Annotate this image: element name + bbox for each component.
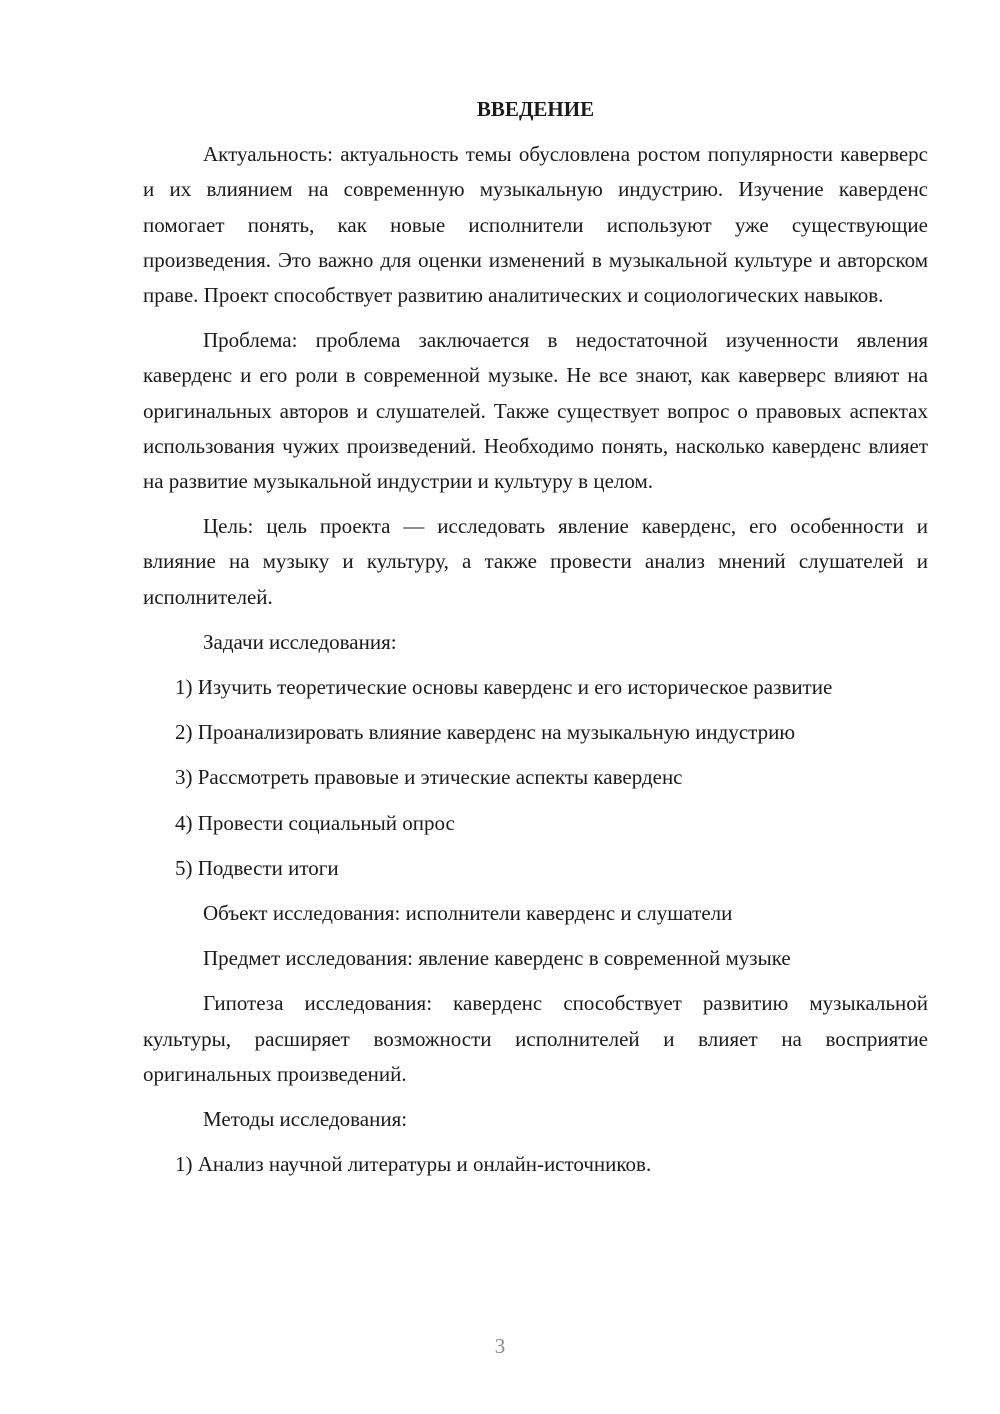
document-title: ВВЕДЕНИЕ [476, 97, 595, 121]
task-item-4: 4) Провести социальный опрос [175, 810, 455, 835]
method-item-1: 1) Анализ научной литературы и онлайн-источников. [175, 1152, 652, 1177]
task-item-5: 5) Подвести итоги [175, 855, 339, 880]
hypothesis-paragraph: Гипотеза исследования: каверденс способствует развитию музыкальной культуры, расширяет возможности исполнителей и влияет на восприятие оригинальных произведений. [143, 991, 928, 1086]
goal-paragraph: Цель: цель проекта — исследовать явление каверденс, его особенности и влияние на музыку и культуру, а также провести анализ мнений слушателей и исполнителей. [143, 514, 928, 609]
methods-heading: Методы исследования: [203, 1107, 408, 1132]
relevance-paragraph: Актуальность: актуальность темы обусловлена ростом популярности каверверс и их влиянием на современную музыкальную индустрию. Изучение каверденс помогает понять, как новые исполнители используют уже существующие произведения. Это важно для оценки изменений в музыкальной культуре и авторском праве. Проект способствует развитию аналитических и социологических навыков. [143, 142, 928, 308]
tasks-heading: Задачи исследования: [203, 629, 397, 654]
document-page [143, 92, 928, 1192]
task-item-1: 1) Изучить теоретические основы каверденс и его историческое развитие [175, 675, 833, 700]
research-object: Объект исследования: исполнители каверденс и слушатели [203, 901, 733, 926]
research-subject: Предмет исследования: явление каверденс в современной музыке [203, 946, 791, 971]
problem-paragraph: Проблема: проблема заключается в недостаточной изученности явления каверденс и его роли в современной музыке. Не все знают, как каверверс влияют на оригинальных авторов и слушателей. Также существует вопрос о правовых аспектах использования чужих произведений. Необходимо понять, насколько каверденс влияет на развитие музыкальной индустрии и культуру в целом. [143, 328, 928, 494]
page-number: 3 [494, 1334, 506, 1358]
task-item-2: 2) Проанализировать влияние каверденс на музыкальную индустрию [175, 720, 796, 745]
task-item-3: 3) Рассмотреть правовые и этические аспекты каверденс [175, 765, 683, 790]
